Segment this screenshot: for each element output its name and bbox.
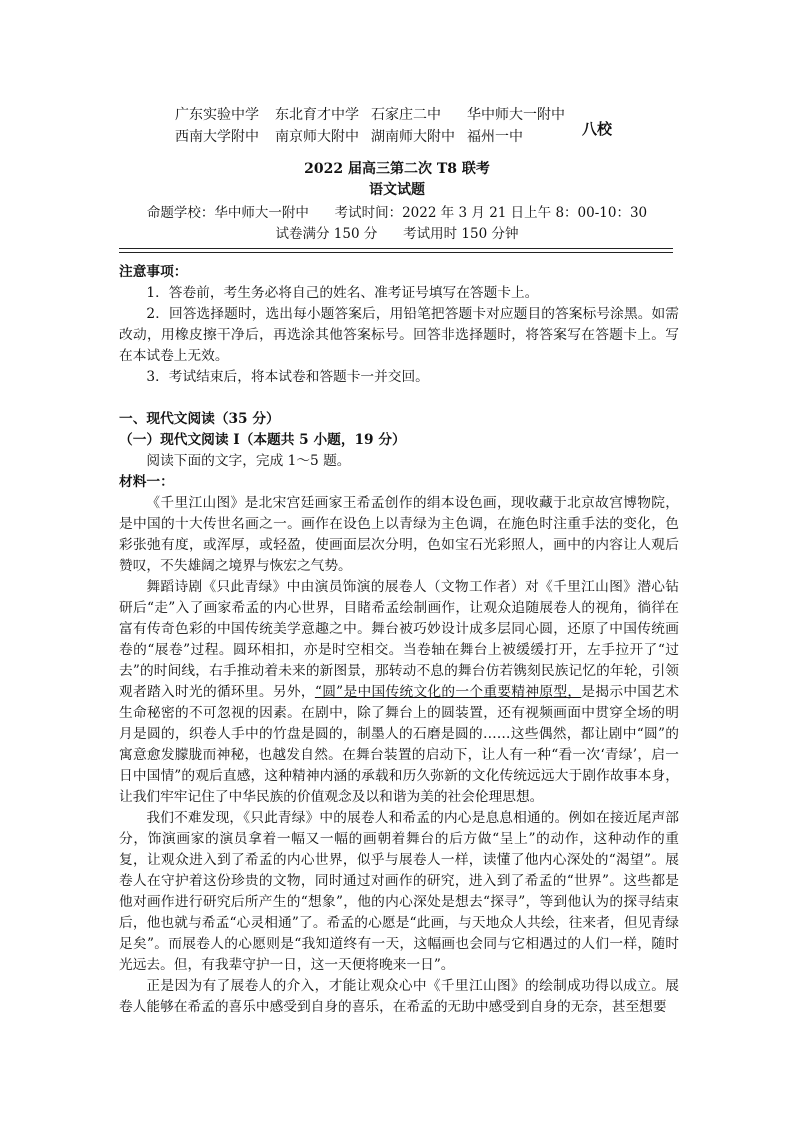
school-name: 石家庄二中 xyxy=(371,107,441,123)
school-row-2 xyxy=(175,126,565,148)
section-heading: 一、现代文阅读（35 分） xyxy=(119,411,280,427)
reading-instruction: 阅读下面的文字，完成 1～5 题。 xyxy=(146,453,351,469)
school-row-1 xyxy=(175,104,565,126)
school-name: 西南大学附中 xyxy=(175,129,259,145)
sub-section-heading: （一）现代文阅读 I（本题共 5 小题，19 分） xyxy=(119,432,406,448)
material-paragraph: 正是因为有了展卷人的介入，才能让观众心中《千里江山图》的绘制成功得以成立。展卷人能够在希孟的喜乐中感受到自身的喜乐，在希孟的无助中感受到自身的无奈，甚至想要 xyxy=(119,978,679,1015)
material-label: 材料一： xyxy=(119,474,174,490)
school-name: 湖南师大附中 xyxy=(371,129,455,145)
notice-item: 2．回答选择题时，选出每小题答案后，用铅笔把答题卡对应题目的答案标号涂黑。如需改动，用橡皮擦干净后，再选涂其他答案标号。回答非选择题时，将答案写在答题卡上。写在本试卷上无效。 xyxy=(119,306,679,364)
exam-title: 2022 届高三第二次 T8 联考 xyxy=(304,161,490,177)
material-paragraph: 《千里江山图》是北宋宫廷画家王希孟创作的绢本设色画，现收藏于北京故宫博物院，是中国的十大传世名画之一。画作在设色上以青绿为主色调，在施色时注重手法的变化，色彩张弛有度，或浑厚，或轻盈，使画面层次分明，色如宝石光彩照人，画中的内容让人观后赞叹，不失雄阔之境界与恢宏之气势。 xyxy=(119,495,679,574)
exam-meta-line-2: 试卷满分 150 分 考试用时 150 分钟 xyxy=(275,226,519,242)
exam-meta-line-1: 命题学校：华中师大一附中 考试时间：2022 年 3 月 21 日上午 8：00-10：30 xyxy=(146,205,648,221)
school-name: 福州一中 xyxy=(467,129,523,145)
underlined-text: “圆”是中国传统文化的一个重要精神原型， xyxy=(314,684,582,700)
school-name: 广东实验中学 xyxy=(175,107,259,123)
school-name: 华中师大一附中 xyxy=(467,107,565,123)
notice-heading: 注意事项： xyxy=(119,264,188,280)
school-name: 东北育才中学 xyxy=(275,107,359,123)
school-list xyxy=(175,104,565,148)
group-label: 八校 xyxy=(582,120,613,138)
material-paragraph: 我们不难发现，《只此青绿》中的展卷人和希孟的内心是息息相通的。例如在接近尾声部分，饰演画家的演员拿着一幅又一幅的画朝着舞台的后方做“呈上”的动作，这种动作的重复，让观众进入到了希孟的内心世界，似乎与展卷人一样，读懂了他内心深处的“渴望”。展卷人在守护着这份珍贵的文物，同时通过对画作的研究，进入到了希孟的“世界”。这些都是他对画作进行研究后所产生的“想象”，他的内心深处是想去“探寻”，等到他认为的探寻结束后，他也就与希孟“心灵相通”了。希孟的心愿是“此画，与天地众人共绘，往来者，但见青绿足矣”。而展卷人的心愿则是“我知道终有一天，这幅画也会同与它相遇过的人们一样，随时光远去。但，有我辈守护一日，这一天便将晚来一日”。 xyxy=(119,810,679,973)
school-name: 南京师大附中 xyxy=(275,129,359,145)
paragraph-text: 舞蹈诗剧《只此青绿》中由演员饰演的展卷人（文物工作者）对《千里江山图》潜心钻研后“走”入了画家希孟的内心世界，目睹希孟绘制画作，让观众追随展卷人的视角，徜徉在富有传奇色彩的中国传统美学意趣之中。舞台被巧妙设计成多层同心圆，还原了中国传统画卷的“展卷”过程。圆环相扣，亦是时空相交。当卷轴在舞台上被缓缓打开，左手拉开了“过去”的时间线，右手推动着未来的新图景，那转动不息的舞台仿若镌刻民族记忆的年轮，引领观者踏入时光的循环里。另外， xyxy=(119,579,679,700)
spacer xyxy=(119,388,679,409)
paragraph-text: 是揭示中国艺术生命秘密的不可忽视的因素。在剧中，除了舞台上的圆装置，还有视频画面中贯穿全场的明月是圆的，织卷人手中的竹盘是圆的，制墨人的石磨是圆的……这些偶然，都让剧中“圆”的寓意愈发朦胧而神秘，也越发自然。在舞台装置的启动下，让人有一种“看一次‘青绿’，启一日中国情”的观后直感，这种精神内涵的承载和历久弥新的文化传统远远大于剧作故事本身，让我们牢牢记住了中华民族的价值观念及以和谐为美的社会伦理思想。 xyxy=(119,684,679,805)
notice-item: 1．答卷前，考生务必将自己的姓名、准考证号填写在答题卡上。 xyxy=(146,285,539,301)
header-divider-top xyxy=(119,248,673,249)
subject-title: 语文试题 xyxy=(369,182,425,198)
notice-item: 3．考试结束后，将本试卷和答题卡一并交回。 xyxy=(146,369,429,385)
exam-content xyxy=(119,262,679,1018)
header-divider-bottom xyxy=(119,252,673,253)
material-paragraph xyxy=(119,577,679,808)
